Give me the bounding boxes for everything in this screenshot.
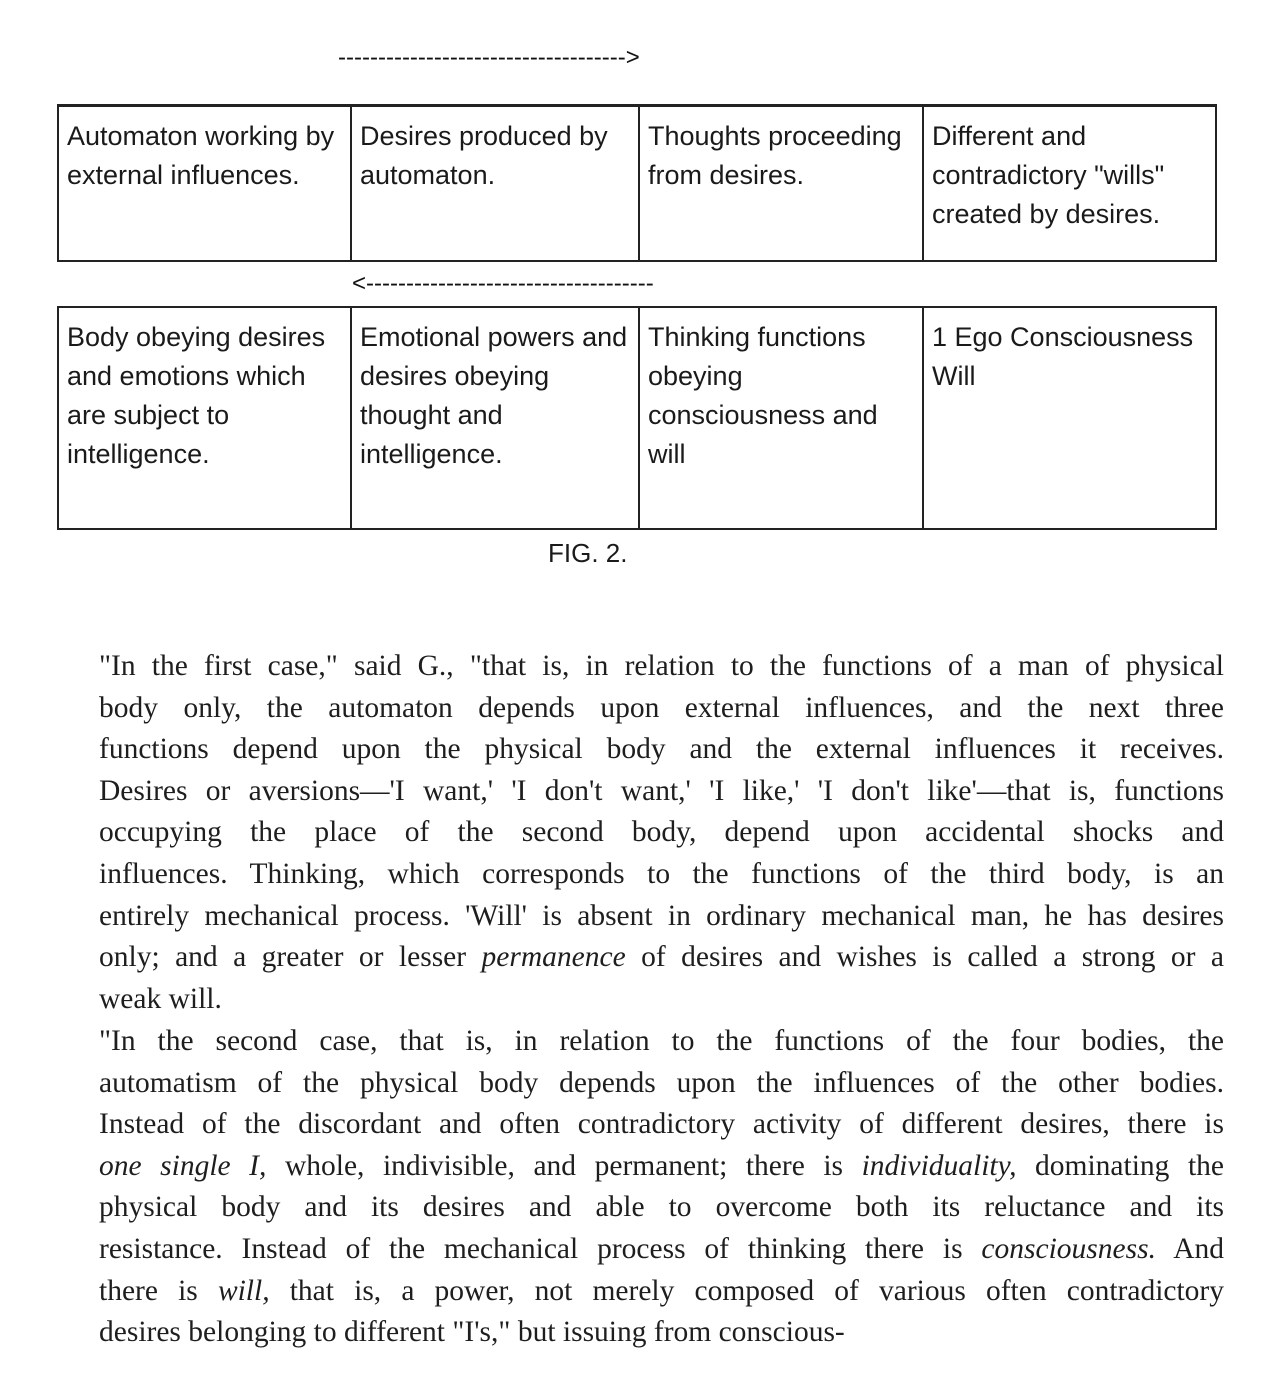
text-line — [57, 1229, 1224, 1271]
forward-arrow: ------------------------------------> — [338, 44, 640, 71]
text-line: occupying the place of the second body, depend upon accidental shocks and — [99, 816, 1224, 849]
table-cell: Thinking functions obeying consciousness and will — [639, 307, 923, 529]
paragraph-first-case — [57, 646, 1224, 1020]
text-line: functions depend upon the physical body and the external influences it receives. — [99, 733, 1224, 766]
table-row — [58, 106, 1216, 262]
text-line: influences. Thinking, which corresponds to the functions of the third body, is an — [99, 857, 1224, 890]
figure-caption: FIG. 2. — [548, 538, 628, 568]
paragraph-second-case — [57, 1021, 1224, 1354]
text-line: "In the second case, that is, in relation to the functions of the four bodies, the — [99, 1025, 1224, 1057]
text-run: that is, a power, not merely composed of various often contradictory — [289, 1274, 1225, 1307]
emphasis-individuality: individuality, — [861, 1149, 1017, 1182]
text-line: physical body and its desires and able to overcome both its reluctance and its — [99, 1191, 1224, 1224]
text-line — [57, 937, 1224, 979]
table-row — [58, 307, 1216, 529]
text-line — [57, 1271, 1224, 1313]
text-run: only; and a greater or lesser — [99, 941, 467, 974]
text-line: weak will. — [99, 982, 222, 1015]
text-line: Desires or aversions—'I want,' 'I don't want,' 'I like,' 'I don't like'—that is, functions — [99, 774, 1224, 807]
table-cell: Automaton working by external influences. — [58, 106, 351, 262]
text-line: Instead of the discordant and often contradictory activity of different desires, there is — [99, 1108, 1224, 1141]
table-cell: Thoughts proceeding from desires. — [639, 106, 923, 262]
table-cell: Emotional powers and desires obeying thought and intelligence. — [351, 307, 639, 529]
emphasis-permanence: permanence — [481, 941, 626, 974]
figure-table-bottom — [57, 306, 1217, 530]
emphasis-one-single-i: one single I, — [99, 1149, 267, 1182]
text-run: there is — [99, 1274, 198, 1307]
figure-table-top — [57, 104, 1217, 262]
text-line: "In the first case," said G., "that is, in relation to the functions of a man of physical — [99, 650, 1224, 682]
backward-arrow: <------------------------------------ — [352, 270, 654, 297]
text-run: And — [1173, 1232, 1224, 1265]
text-run: whole, indivisible, and permanent; there is — [284, 1149, 844, 1182]
table-cell: 1 Ego Consciousness Will — [923, 307, 1216, 529]
text-line: desires belonging to different "I's," but issuing from conscious- — [99, 1316, 845, 1349]
emphasis-consciousness: consciousness. — [981, 1232, 1156, 1265]
text-run: resistance. Instead of the mechanical process of thinking there is — [99, 1232, 963, 1265]
text-line: entirely mechanical process. 'Will' is absent in ordinary mechanical man, he has desires — [99, 899, 1224, 932]
text-line — [57, 1146, 1224, 1188]
emphasis-will: will, — [217, 1274, 270, 1307]
table-cell: Body obeying desires and emotions which are subject to intelligence. — [58, 307, 351, 529]
text-run: of desires and wishes is called a strong or a — [641, 941, 1225, 974]
table-cell: Different and contradictory "wills" created by desires. — [923, 106, 1216, 262]
text-line: automatism of the physical body depends upon the influences of the other bodies. — [99, 1066, 1224, 1099]
text-run: dominating the — [1035, 1149, 1225, 1182]
text-line: body only, the automaton depends upon external influences, and the next three — [99, 691, 1224, 724]
table-cell: Desires produced by automaton. — [351, 106, 639, 262]
